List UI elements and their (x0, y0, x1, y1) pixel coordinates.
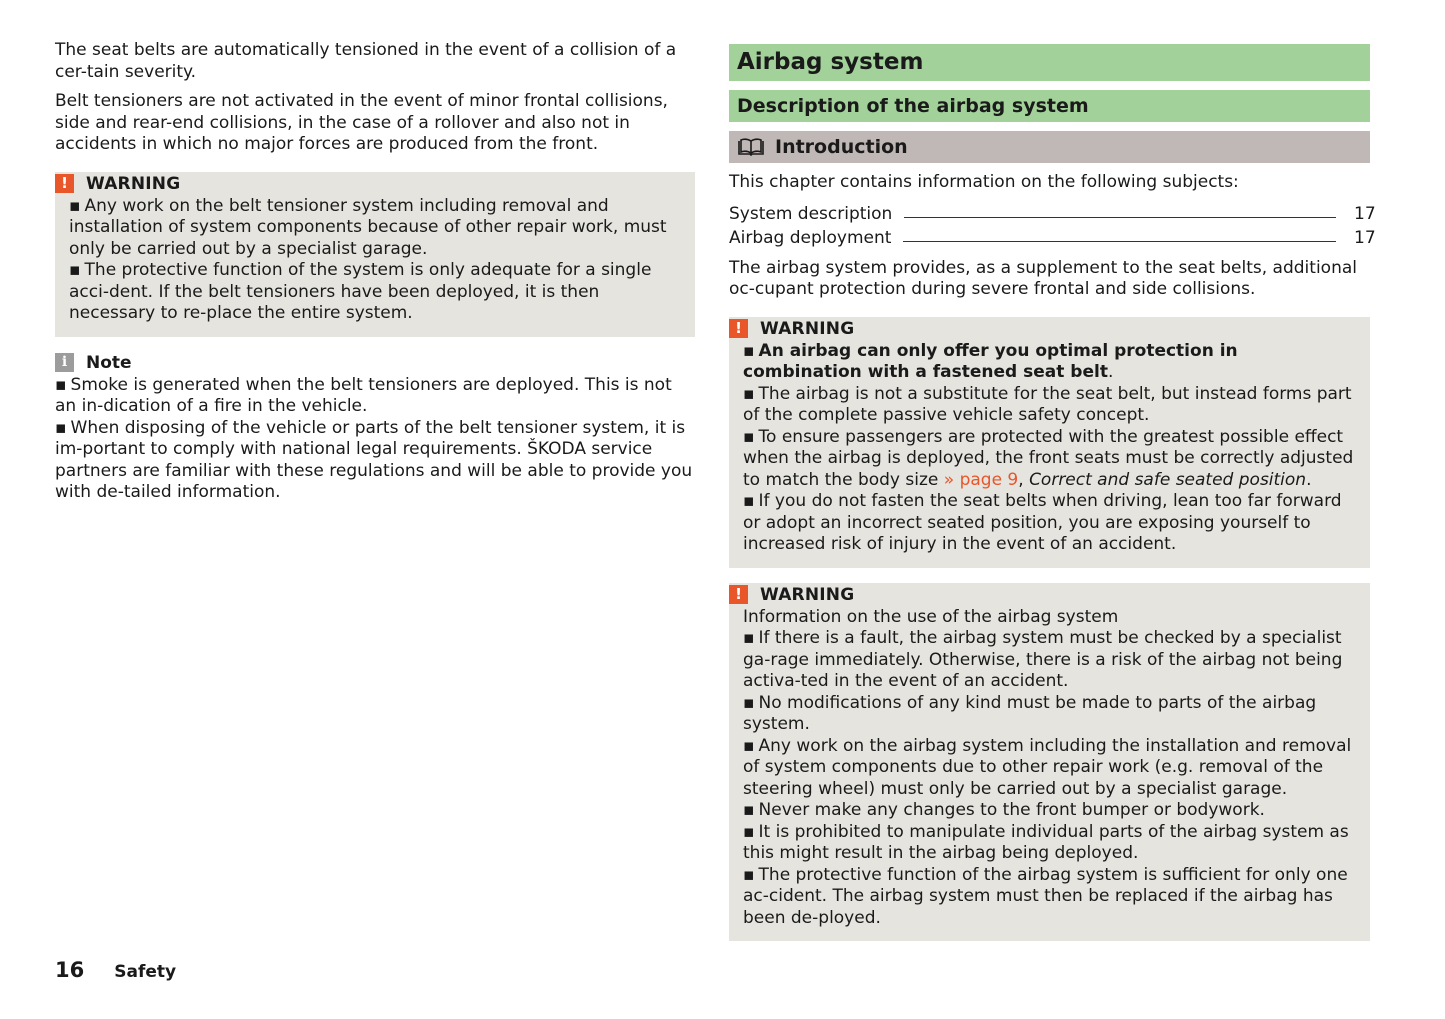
italic-ref: Correct and safe seated position (1029, 469, 1307, 490)
footer-section: Safety (114, 962, 177, 982)
introduction-title: Introduction (775, 136, 908, 158)
warning-header (729, 583, 1356, 607)
warning-bullet: ▪ To ensure passengers are protected with the greatest possible effect when the airbag is deployed, the front seats must be correctly adjusted to match the body size » page 9, Correct and safe seated position. (743, 427, 1356, 492)
info-icon: i (55, 353, 74, 372)
toc-leader (903, 241, 1336, 242)
warning-title: WARNING (760, 584, 855, 605)
toc-leader (904, 217, 1336, 218)
toc-row[interactable] (729, 224, 1376, 248)
warning-title: WARNING (760, 318, 855, 339)
warning-lead: Information on the use of the airbag system (743, 606, 1119, 627)
warning-title: WARNING (86, 173, 181, 194)
book-icon (737, 138, 765, 156)
warning-bullet: ▪ No modifications of any kind must be made to parts of the airbag system. (743, 693, 1356, 736)
warning-bullet: ▪ Any work on the belt tensioner system including removal and installation of system components because of other repair work, must only be carried out by a specialist garage. (69, 196, 681, 261)
introduction-heading (729, 131, 1370, 163)
warning-bullet: ▪ The airbag is not a substitute for the seat belt, but instead forms part of the complete passive vehicle safety concept. (743, 384, 1356, 427)
note-bullet: ▪ When disposing of the vehicle or parts of the belt tensioner system, it is im-portant to comply with national legal requirements. ŠKODA service partners are familiar with these regulations and will be able to provide you with de-tailed information. (55, 418, 695, 504)
paragraph: The airbag system provides, as a supplement to the seat belts, additional oc-cupant protection during severe frontal and side collisions. (729, 257, 1357, 299)
warning-bullet: ▪ It is prohibited to manipulate individual parts of the airbag system as this might result in the airbag being deployed. (743, 822, 1356, 865)
warning-bullet: ▪ Any work on the airbag system including the installation and removal of system components due to other repair work (e.g. removal of the steering wheel) must only be carried out by a specialist garage. (743, 736, 1356, 801)
page-link[interactable]: » page 9 (943, 469, 1019, 490)
toc-row[interactable] (729, 200, 1376, 224)
note-title: Note (86, 352, 132, 373)
section-heading: Airbag system (729, 44, 1370, 81)
warning-header (729, 317, 1356, 341)
right-column (729, 40, 1376, 941)
warning-bullet: ▪ If there is a fault, the airbag system must be checked by a specialist ga-rage immediately. Otherwise, there is a risk of the airbag not being activa-ted in the event of an accident. (743, 628, 1356, 693)
warning-icon: ! (729, 319, 748, 338)
paragraph: Belt tensioners are not activated in the event of minor frontal collisions, side and rear-end collisions, in the case of a rollover and also not in accidents in which no major forces are produced from the front. (55, 91, 668, 154)
punctuation: . (1107, 362, 1114, 382)
warning-bullet: ▪ If you do not fasten the seat belts when driving, lean too far forward or adopt an incorrect seated position, you are exposing yourself to increased risk of injury in the event of an accident. (743, 491, 1356, 556)
punctuation: . (1306, 469, 1312, 490)
text: To ensure passengers are protected with the greatest possible effect when the airbag is deployed, the front seats must be correctly adjusted to match the body size (743, 426, 1354, 490)
toc-label: Airbag deployment (729, 227, 892, 248)
note-header (55, 351, 695, 375)
left-column (55, 40, 695, 504)
page-number: 16 (55, 958, 85, 982)
warning-bullet: ▪ The protective function of the system is only adequate for a single acci-dent. If the belt tensioners have been deployed, it is then necessary to re-place the entire system. (69, 260, 681, 325)
note-bullet: ▪ Smoke is generated when the belt tensioners are deployed. This is not an in-dication of a fire in the vehicle. (55, 375, 695, 418)
warning-box (729, 583, 1370, 942)
toc (729, 200, 1376, 248)
warning-bullet: ▪ The protective function of the airbag system is sufficient for only one ac-cident. The airbag system must then be replaced if the airbag has been de-ployed. (743, 865, 1356, 930)
intro-text: This chapter contains information on the following subjects: (729, 172, 1239, 192)
subsection-heading: Description of the airbag system (729, 90, 1370, 122)
paragraph: The seat belts are automatically tensioned in the event of a collision of a cer-tain severity. (55, 40, 677, 82)
warning-icon: ! (55, 174, 74, 193)
warning-bullet: ▪ Never make any changes to the front bumper or bodywork. (743, 800, 1356, 822)
page-footer (55, 958, 176, 982)
warning-bullet (743, 341, 1356, 384)
warning-icon: ! (729, 585, 748, 604)
toc-page: 17 (1354, 227, 1376, 248)
toc-page: 17 (1354, 203, 1376, 224)
toc-label: System description (729, 203, 893, 224)
bold-text: An airbag can only offer you optimal protection in combination with a fastened seat belt (743, 340, 1238, 382)
warning-box (55, 172, 695, 337)
warning-header (55, 172, 681, 196)
warning-box (729, 317, 1370, 568)
